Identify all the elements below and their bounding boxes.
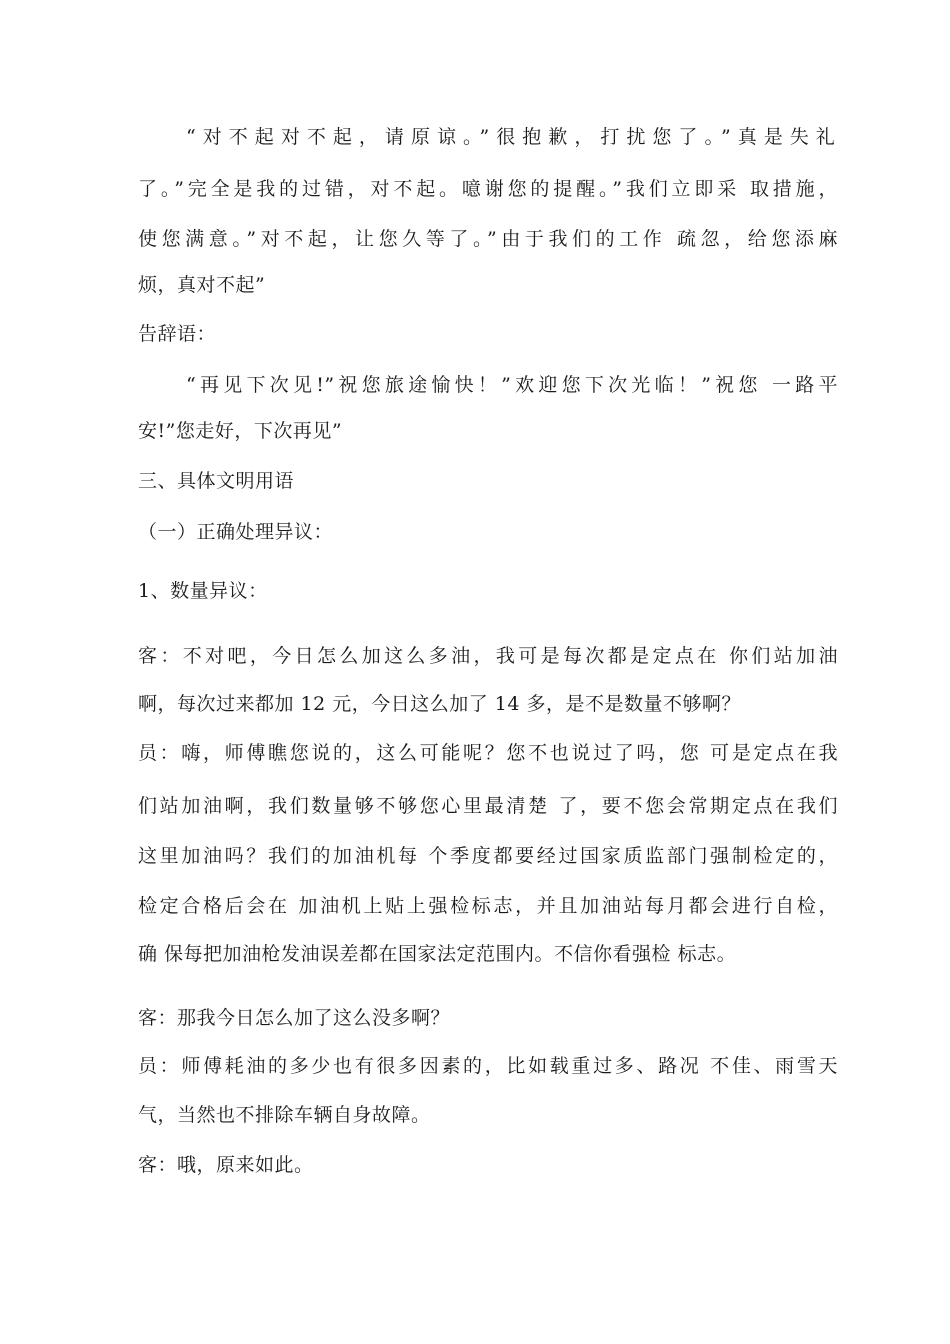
item-heading: 1、数量异议： — [138, 580, 268, 602]
dialogue-staff-2b: 气，当然也不排除车辆自身故障。 — [138, 1104, 431, 1126]
apology-line-1: “对不起对不起，请原谅。”很抱歉，打扰您了。”真是失礼 — [186, 126, 838, 148]
dialogue-staff-2a: 员：师傅耗油的多少也有很多因素的，比如载重过多、路况 不佳、雨雪天 — [138, 1055, 838, 1077]
apology-line-2: 了。”完全是我的过错，对不起。噫谢您的提醒。”我们立即采 取措施， — [138, 178, 838, 200]
dialogue-staff-1d: 检定合格后会在 加油机上贴上强检标志，并且加油站每月都会进行自检， — [138, 895, 838, 917]
apology-line-3: 使您满意。”对不起，让您久等了。”由于我们的工作 疏忽，给您添麻 — [138, 228, 838, 250]
dialogue-customer-3: 客：哦，原来如此。 — [138, 1154, 314, 1176]
dialogue-staff-1a: 员：嗨，师傅瞧您说的，这么可能呢？您不也说过了吗，您 可是定点在我 — [138, 742, 838, 764]
dialogue-customer-2: 客：那我今日怎么加了这么没多啊？ — [138, 1007, 451, 1029]
farewell-heading: 告辞语： — [138, 323, 217, 345]
subsection-heading: （一）正确处理异议： — [138, 521, 334, 543]
farewell-line-1: “再见下次见!”祝您旅途愉快！”欢迎您下次光临！”祝您 一路平 — [186, 374, 838, 396]
dialogue-customer-1a: 客：不对吧，今日怎么加这么多油，我可是每次都是定点在 你们站加油 — [138, 645, 838, 667]
apology-line-4: 烦，真对不起” — [138, 274, 266, 296]
dialogue-staff-1c: 这里加油吗？我们的加油机每 个季度都要经过国家质监部门强制检定的， — [138, 845, 838, 867]
dialogue-customer-1b: 啊，每次过来都加 12 元，今日这么加了 14 多，是不是数量不够啊？ — [138, 693, 742, 715]
dialogue-staff-1e: 确 保每把加油枪发油误差都在国家法定范围内。不信你看强检 标志。 — [138, 943, 737, 965]
section-heading: 三、具体文明用语 — [138, 470, 295, 492]
farewell-line-2: 安!”您走好，下次再见” — [138, 420, 343, 442]
dialogue-staff-1b: 们站加油啊，我们数量够不够您心里最清楚 了，要不您会常期定点在我们 — [138, 795, 838, 817]
